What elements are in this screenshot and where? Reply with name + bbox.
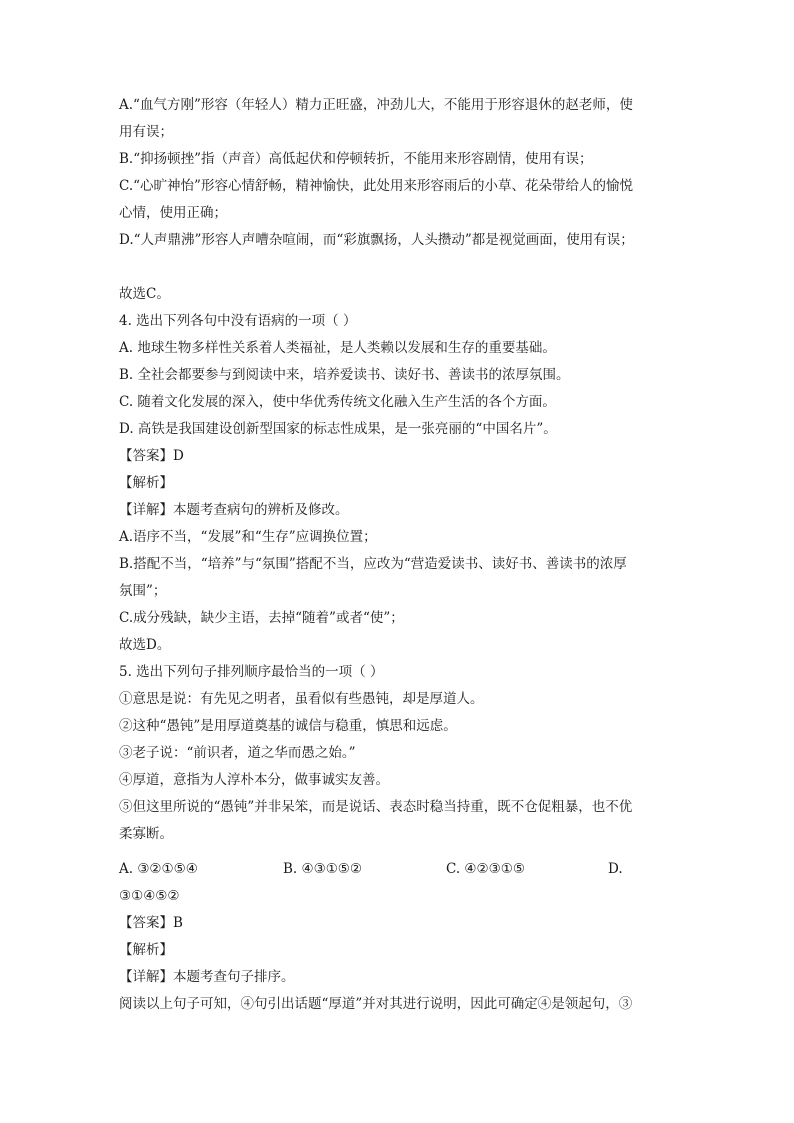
text-line: B.搭配不当，“培养”与“氛围”搭配不当，应改为“营造爱读书、读好书、善读书的浓厚 xyxy=(119,556,627,572)
text-line: 故选D。 xyxy=(119,637,171,653)
text-line: C.“心旷神怡”形容心情舒畅，精神愉快，此处用来形容雨后的小草、花朵带给人的愉悦 xyxy=(119,178,633,194)
question-5-option-b: B. ④③①⑤② xyxy=(283,861,363,877)
sentence-5: ⑤但这里所说的“愚钝”并非呆笨，而是说话、表态时稳当持重，既不仓促粗暴，也不优 xyxy=(119,799,633,815)
analysis-label: 【解析】 xyxy=(119,942,173,958)
explanation-line: 【详解】本题考查句子排序。 xyxy=(119,969,295,985)
question-4-option-d: D. 高铁是我国建设创新型国家的标志性成果，是一张亮丽的“中国名片”。 xyxy=(119,421,557,437)
text-line: B.“抑扬顿挫”指（声音）高低起伏和停顿转折，不能用来形容剧情，使用有误； xyxy=(119,151,593,167)
text-line: 氛围”； xyxy=(119,583,167,599)
sentence-3: ③老子说：“前识者，道之华而愚之始。” xyxy=(119,745,356,761)
sentence-4: ④厚道，意指为人淳朴本分，做事诚实友善。 xyxy=(119,772,389,788)
sentence-2: ②这种“愚钝”是用厚道奠基的诚信与稳重，慎思和远虑。 xyxy=(119,718,457,734)
question-5-option-d-value: ③①④⑤② xyxy=(119,888,180,904)
question-4-option-b: B. 全社会都要参与到阅读中来，培养爱读书、读好书、善读书的浓厚氛围。 xyxy=(119,367,570,383)
question-5-option-d: D. xyxy=(608,861,623,877)
text-line: 心情，使用正确； xyxy=(119,205,227,221)
text-line: D.“人声鼎沸”形容人声嘈杂喧闹，而“彩旗飘扬，人头攒动”都是视觉画面，使用有误； xyxy=(119,232,634,248)
analysis-label: 【解析】 xyxy=(119,475,173,491)
question-4-stem: 4. 选出下列各句中没有语病的一项（ ） xyxy=(119,313,357,329)
text-line: 阅读以上句子可知，④句引出话题“厚道”并对其进行说明，因此可确定④是领起句，③ xyxy=(119,996,633,1012)
question-4-option-a: A. 地球生物多样性关系着人类福祉，是人类赖以发展和生存的重要基础。 xyxy=(119,340,556,356)
answer-label: 【答案】D xyxy=(119,448,184,464)
text-line: A.“血气方刚”形容（年轻人）精力正旺盛，冲劲儿大，不能用于形容退休的赵老师，使 xyxy=(119,97,633,113)
question-4-option-c: C. 随着文化发展的深入，使中华优秀传统文化融入生产生活的各个方面。 xyxy=(119,394,556,410)
text-line: A.语序不当，“发展”和“生存”应调换位置； xyxy=(119,529,377,545)
question-5-option-c: C. ④②③①⑤ xyxy=(446,861,525,877)
text-line: 故选C。 xyxy=(119,286,170,302)
sentence-5-cont: 柔寡断。 xyxy=(119,826,173,842)
sentence-1: ①意思是说：有先见之明者，虽看似有些愚钝，却是厚道人。 xyxy=(119,691,484,707)
question-5-stem: 5. 选出下列句子排列顺序最恰当的一项（ ） xyxy=(119,664,384,680)
text-line: C.成分残缺，缺少主语，去掉“随着”或者“使”； xyxy=(119,610,404,626)
explanation-line: 【详解】本题考查病句的辨析及修改。 xyxy=(119,502,349,518)
answer-label: 【答案】B xyxy=(119,915,183,931)
question-5-option-a: A. ③②①⑤④ xyxy=(119,861,198,877)
text-line: 用有误； xyxy=(119,124,173,140)
